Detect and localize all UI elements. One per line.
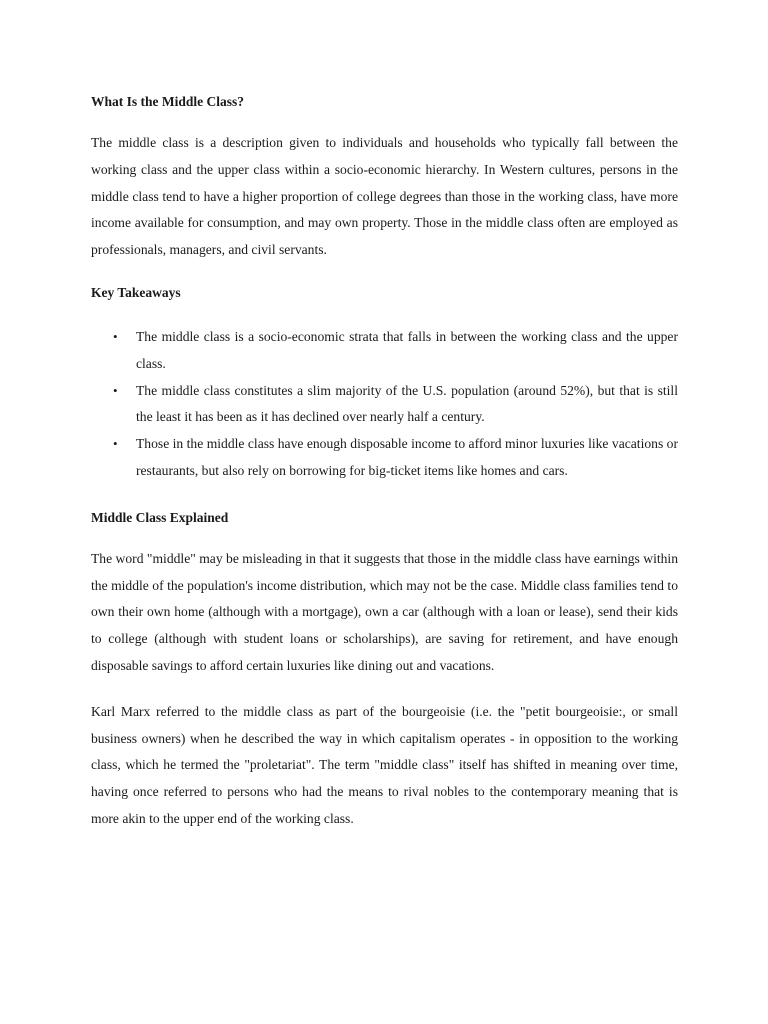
bullet-icon: • xyxy=(113,436,118,452)
bullet-icon: • xyxy=(113,382,118,398)
list-item-text: Those in the middle class have enough disposable income to afford minor luxuries like vacations or restaurants, but also rely on borrowing for big-ticket items like homes and cars. xyxy=(136,436,678,478)
list-item xyxy=(91,324,678,378)
paragraph-karl-marx: Karl Marx referred to the middle class as part of the bourgeoisie (i.e. the "petit bourgeoisie:, or small business owners) when he described the way in which capitalism operates - in opposition to the working class, which he termed the "proletariat". The term "middle class" itself has shifted in meaning over time, having once referred to persons who had the means to rival nobles to the contemporary meaning that is more akin to the upper end of the working class. xyxy=(91,703,678,826)
paragraph-definition: The middle class is a description given to individuals and households who typically fall between the working class and the upper class within a socio-economic hierarchy. In Western cultures, persons in the middle class tend to have a higher proportion of college degrees than those in the working class, have more income available for consumption, and may own property. Those in the middle class often are employed as professionals, managers, and civil servants. xyxy=(91,135,678,258)
list-item-text: The middle class is a socio-economic strata that falls in between the working class and the upper class. xyxy=(136,328,678,371)
paragraph-word-middle: The word "middle" may be misleading in that it suggests that those in the middle class have earnings within the middle of the population's income distribution, which may not be the case. Middle class families tend to own their own home (although with a mortgage), own a car (although with a loan or lease), send their kids to college (although with student loans or scholarships), are saving for retirement, and have enough disposable savings to afford certain luxuries like dining out and vacations. xyxy=(91,550,678,673)
key-takeaways-list xyxy=(91,324,678,485)
heading-key-takeaways: Key Takeaways xyxy=(91,284,181,300)
list-item-text: The middle class constitutes a slim majority of the U.S. population (around 52%), but that is still the least it has been as it has declined over nearly half a century. xyxy=(136,382,678,425)
list-item xyxy=(91,431,678,485)
bullet-icon: • xyxy=(113,328,118,344)
heading-what-is-middle-class: What Is the Middle Class? xyxy=(91,94,245,109)
document-page xyxy=(91,92,678,833)
heading-middle-class-explained: Middle Class Explained xyxy=(91,509,229,525)
list-item xyxy=(91,378,678,432)
